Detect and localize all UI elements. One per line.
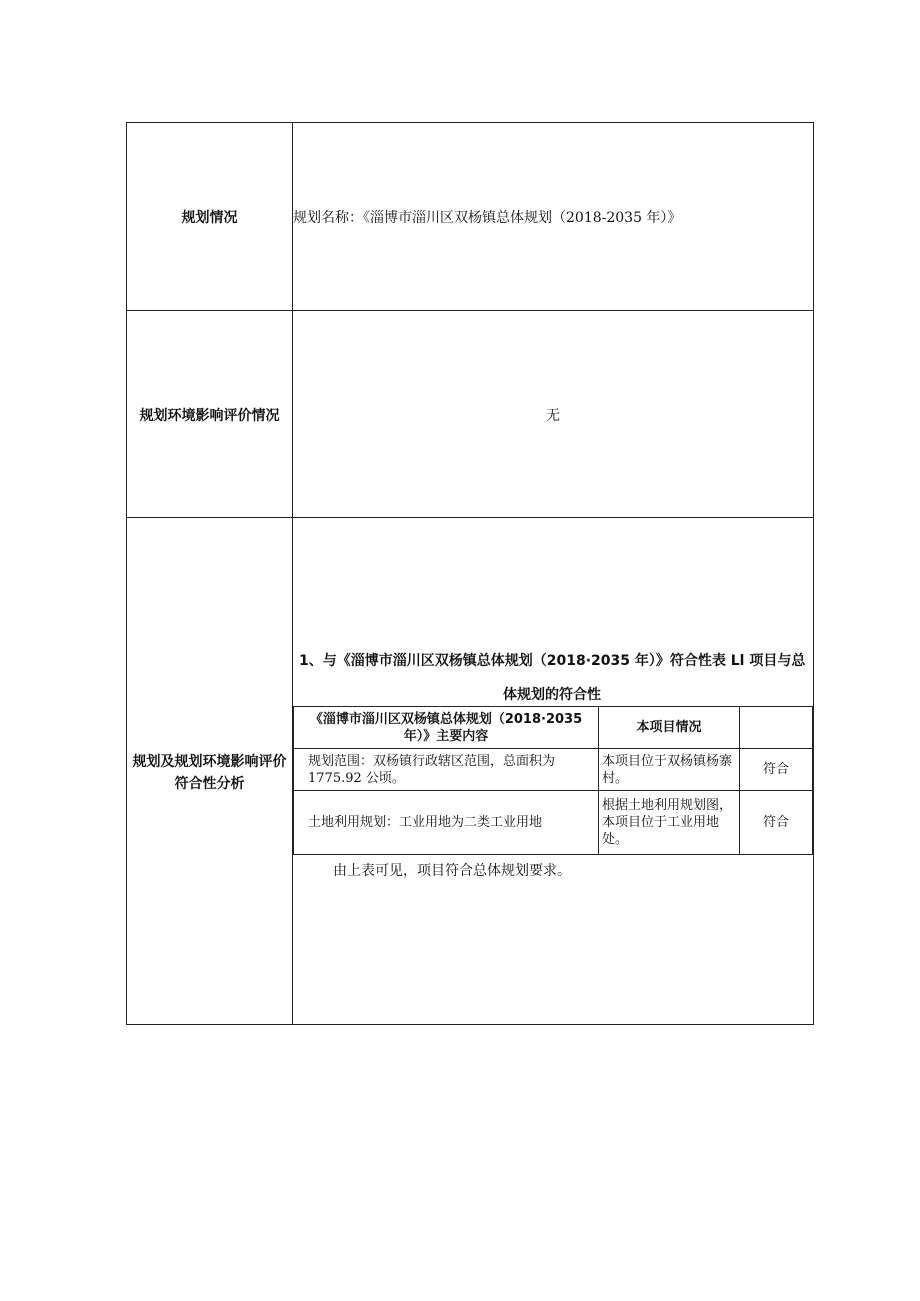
row-eia	[127, 311, 813, 518]
row-content-eia	[293, 311, 813, 517]
row-label-analysis-line1: 规划及规划环境影响评价	[132, 754, 287, 770]
plan-name-text: 规划名称：《淄博市淄川区双杨镇总体规划（2018-2035 年）》	[293, 210, 682, 226]
table-cell: 规划范围：双杨镇行政辖区范围，总面积为 1775.92 公顷。	[294, 749, 599, 791]
row-label-plan: 规划情况	[181, 210, 238, 226]
table-cell: 符合	[740, 791, 813, 855]
analysis-heading-line1: 1、与《淄博市淄川区双杨镇总体规划（2018·2035 年）》符合性表 Ll 项目与总	[299, 653, 806, 669]
table-cell: 符合	[740, 749, 813, 791]
conclusion-text: 由上表可见，项目符合总体规划要求。	[333, 863, 571, 879]
row-label-analysis	[127, 751, 292, 795]
table-cell: 根据土地利用规划图，本项目位于工业用地处。	[599, 791, 740, 855]
row-analysis	[127, 518, 813, 1024]
analysis-heading-line2: 体规划的符合性	[503, 687, 601, 703]
eia-content-text: 无	[546, 408, 560, 424]
table-row	[294, 791, 813, 855]
table-cell: 本项目位于双杨镇杨寨村。	[599, 749, 740, 791]
table-header-cell: 《淄博市淄川区双杨镇总体规划（2018·2035 年）》主要内容	[294, 707, 599, 749]
table-row	[294, 749, 813, 791]
table-header-row	[294, 707, 813, 749]
table-header-cell	[740, 707, 813, 749]
table-cell: 土地利用规划：工业用地为二类工业用地	[294, 791, 599, 855]
compliance-table	[293, 706, 813, 855]
table-header-cell: 本项目情况	[599, 707, 740, 749]
form-table	[126, 122, 814, 1025]
row-label-eia: 规划环境影响评价情况	[139, 408, 280, 424]
row-plan	[127, 123, 813, 311]
row-content-plan	[293, 123, 813, 310]
row-content-analysis	[293, 518, 813, 1024]
row-label-analysis-line2: 符合性分析	[174, 776, 245, 792]
